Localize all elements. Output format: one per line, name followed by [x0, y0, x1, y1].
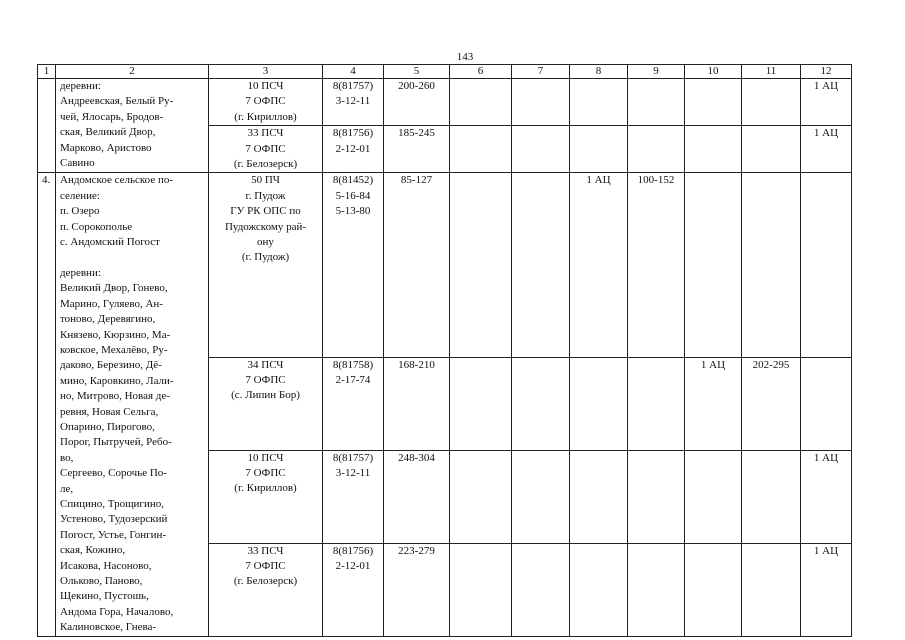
phone-line: 8(81452) — [332, 174, 374, 187]
settlement-line: деревни: — [60, 80, 101, 92]
table-row — [38, 173, 852, 357]
header-cell: 8 — [570, 65, 628, 79]
phone-line: 2-17-74 — [335, 373, 371, 386]
settlement-line: ковское, Мехалёво, Ру- — [60, 343, 168, 356]
fire-unit-line: (г. Белозерск) — [233, 575, 298, 588]
header-cell: 1 — [38, 65, 56, 79]
distance-cell: 200-260 — [384, 79, 450, 126]
header-cell: 9 — [628, 65, 685, 79]
fire-unit-line: 7 ОФПС — [245, 373, 286, 386]
range-cell — [742, 450, 801, 543]
settlement-line: Великий Двор, Гонево, — [60, 282, 168, 295]
settlement-line: Погост, Устье, Гонгин- — [60, 528, 167, 541]
fire-unit-line: 7 ОФПС — [245, 142, 286, 155]
fire-unit-line: 34 ПСЧ — [247, 358, 284, 371]
vehicle-cell — [570, 543, 628, 636]
fire-unit-line: (г. Белозерск) — [233, 158, 298, 171]
range-cell: 202-295 — [742, 357, 801, 450]
empty-cell — [512, 79, 570, 126]
header-cell: 2 — [56, 65, 209, 79]
phone-line: 2-12-01 — [335, 142, 371, 155]
settlement-cell — [56, 173, 209, 636]
empty-cell — [512, 450, 570, 543]
phone-line: 5-16-84 — [335, 189, 371, 202]
empty-cell — [512, 357, 570, 450]
settlement-line: ле, — [60, 482, 74, 495]
phone-cell — [323, 450, 384, 543]
settlement-line: п. Озеро — [60, 205, 100, 218]
fire-unit-line: г. Пудож — [245, 189, 286, 202]
vehicle-cell — [685, 173, 742, 357]
phone-line: 3-12-11 — [335, 466, 371, 479]
phone-cell — [323, 357, 384, 450]
fire-unit-line: ГУ РК ОПС по — [230, 205, 301, 218]
phone-line: 8(81758) — [332, 358, 374, 371]
fire-unit-line: (г. Пудож) — [241, 251, 290, 264]
header-cell: 7 — [512, 65, 570, 79]
range-cell — [628, 126, 685, 173]
phone-cell — [323, 543, 384, 636]
header-cell: 12 — [801, 65, 852, 79]
row-number-cell: 4. — [38, 173, 56, 636]
header-cell: 11 — [742, 65, 801, 79]
phone-line: 8(81756) — [332, 127, 374, 140]
fire-unit-line: 7 ОФПС — [245, 95, 286, 108]
phone-cell — [323, 173, 384, 357]
range-cell — [628, 357, 685, 450]
settlement-line: Опарино, Пирогово, — [60, 420, 155, 433]
header-row — [38, 65, 852, 79]
settlement-line: ревня, Новая Сельга, — [60, 405, 159, 418]
settlement-cell — [56, 79, 209, 173]
vehicle-cell — [801, 173, 852, 357]
empty-cell — [450, 79, 512, 126]
vehicle-cell — [685, 79, 742, 126]
fire-coverage-table — [37, 64, 852, 637]
fire-unit-cell — [209, 357, 323, 450]
empty-cell — [450, 450, 512, 543]
header-cell: 3 — [209, 65, 323, 79]
settlement-line: даково, Березино, Дё- — [60, 359, 162, 372]
header-cell: 4 — [323, 65, 384, 79]
header-cell: 10 — [685, 65, 742, 79]
fire-unit-line: 10 ПСЧ — [247, 451, 284, 464]
phone-line: 8(81757) — [332, 80, 374, 92]
range-cell — [742, 543, 801, 636]
fire-unit-line: Пудожскому рай- — [224, 220, 307, 233]
settlement-line: Исакова, Насоново, — [60, 559, 152, 572]
vehicle-cell — [570, 357, 628, 450]
fire-unit-cell — [209, 126, 323, 173]
fire-unit-line: 10 ПСЧ — [247, 80, 284, 92]
table-row — [38, 79, 852, 126]
settlement-line — [60, 250, 206, 265]
range-cell: 100-152 — [628, 173, 685, 357]
phone-line: 2-12-01 — [335, 559, 371, 572]
fire-unit-line: (г. Кириллов) — [234, 482, 297, 495]
fire-unit-line: 33 ПСЧ — [247, 544, 284, 557]
fire-unit-cell — [209, 450, 323, 543]
empty-cell — [512, 173, 570, 357]
empty-cell — [450, 126, 512, 173]
empty-cell — [512, 543, 570, 636]
settlement-line: Порог, Пытручей, Ребо- — [60, 436, 172, 449]
empty-cell — [450, 543, 512, 636]
vehicle-cell — [570, 126, 628, 173]
distance-cell: 168-210 — [384, 357, 450, 450]
settlement-line: чей, Ялосарь, Бродов- — [60, 110, 164, 123]
settlement-line: во, — [60, 451, 74, 464]
phone-line: 8(81756) — [332, 544, 374, 557]
fire-unit-line: ону — [257, 236, 274, 249]
phone-line: 8(81757) — [332, 451, 374, 464]
phone-line: 3-12-11 — [335, 95, 371, 108]
empty-cell — [450, 357, 512, 450]
distance-cell: 185-245 — [384, 126, 450, 173]
settlement-line: с. Андомский Погост — [60, 236, 160, 249]
settlement-line: Андреевская, Белый Ру- — [60, 95, 174, 108]
settlement-line: Щекино, Пустошь, — [60, 590, 149, 603]
fire-unit-line: 7 ОФПС — [245, 466, 286, 479]
range-cell — [742, 126, 801, 173]
row-number-cell — [38, 79, 56, 173]
fire-unit-line: (с. Липин Бор) — [231, 389, 300, 402]
settlement-line: Князево, Кюрзино, Ма- — [60, 328, 171, 341]
vehicle-cell — [801, 357, 852, 450]
settlement-line: Андомское сельское по- — [60, 174, 174, 187]
settlement-line: Калиновское, Гнева- — [60, 621, 157, 634]
range-cell — [628, 79, 685, 126]
settlement-line: деревни: — [60, 266, 101, 279]
range-cell — [742, 173, 801, 357]
settlement-line: Андома Гора, Началово, — [60, 605, 174, 618]
fire-unit-line: 50 ПЧ — [251, 174, 280, 187]
settlement-line: Сергеево, Сорочье По- — [60, 467, 167, 480]
vehicle-cell — [685, 543, 742, 636]
phone-cell — [323, 79, 384, 126]
vehicle-cell — [570, 450, 628, 543]
settlement-line: Устеново, Тудозерский — [60, 513, 168, 526]
settlement-line: селение: — [60, 189, 100, 202]
vehicle-cell: 1 АЦ — [685, 357, 742, 450]
range-cell — [628, 543, 685, 636]
phone-cell — [323, 126, 384, 173]
vehicle-cell: 1 АЦ — [570, 173, 628, 357]
fire-unit-line: 33 ПСЧ — [247, 127, 284, 140]
fire-unit-cell — [209, 543, 323, 636]
distance-cell: 248-304 — [384, 450, 450, 543]
vehicle-cell: 1 АЦ — [801, 450, 852, 543]
distance-cell: 223-279 — [384, 543, 450, 636]
vehicle-cell — [685, 450, 742, 543]
empty-cell — [450, 173, 512, 357]
range-cell — [742, 79, 801, 126]
vehicle-cell: 1 АЦ — [801, 79, 852, 126]
empty-cell — [512, 126, 570, 173]
vehicle-cell: 1 АЦ — [801, 126, 852, 173]
vehicle-cell: 1 АЦ — [801, 543, 852, 636]
header-cell: 6 — [450, 65, 512, 79]
settlement-line: Марково, Аристово — [60, 141, 152, 154]
settlement-line: мино, Каровкино, Лали- — [60, 374, 174, 387]
fire-unit-cell — [209, 173, 323, 357]
fire-unit-line: (г. Кириллов) — [234, 110, 297, 123]
vehicle-cell — [570, 79, 628, 126]
distance-cell: 85-127 — [384, 173, 450, 357]
settlement-line: ская, Великий Двор, — [60, 126, 156, 139]
page-number: 143 — [456, 51, 474, 63]
settlement-line: тоново, Деревягино, — [60, 313, 156, 326]
settlement-line: Савино — [60, 157, 95, 170]
phone-line: 5-13-80 — [335, 205, 371, 218]
settlement-line: п. Сорокополье — [60, 220, 133, 233]
header-cell: 5 — [384, 65, 450, 79]
range-cell — [628, 450, 685, 543]
settlement-line: Ольково, Паново, — [60, 575, 143, 587]
vehicle-cell — [685, 126, 742, 173]
fire-unit-cell — [209, 79, 323, 126]
settlement-line: но, Митрово, Новая де- — [60, 390, 170, 403]
settlement-line: Спицино, Трощигино, — [60, 497, 164, 510]
settlement-line: Марино, Гуляево, Ан- — [60, 297, 163, 310]
fire-unit-line: 7 ОФПС — [245, 559, 286, 572]
settlement-line: ская, Кожино, — [60, 544, 126, 557]
